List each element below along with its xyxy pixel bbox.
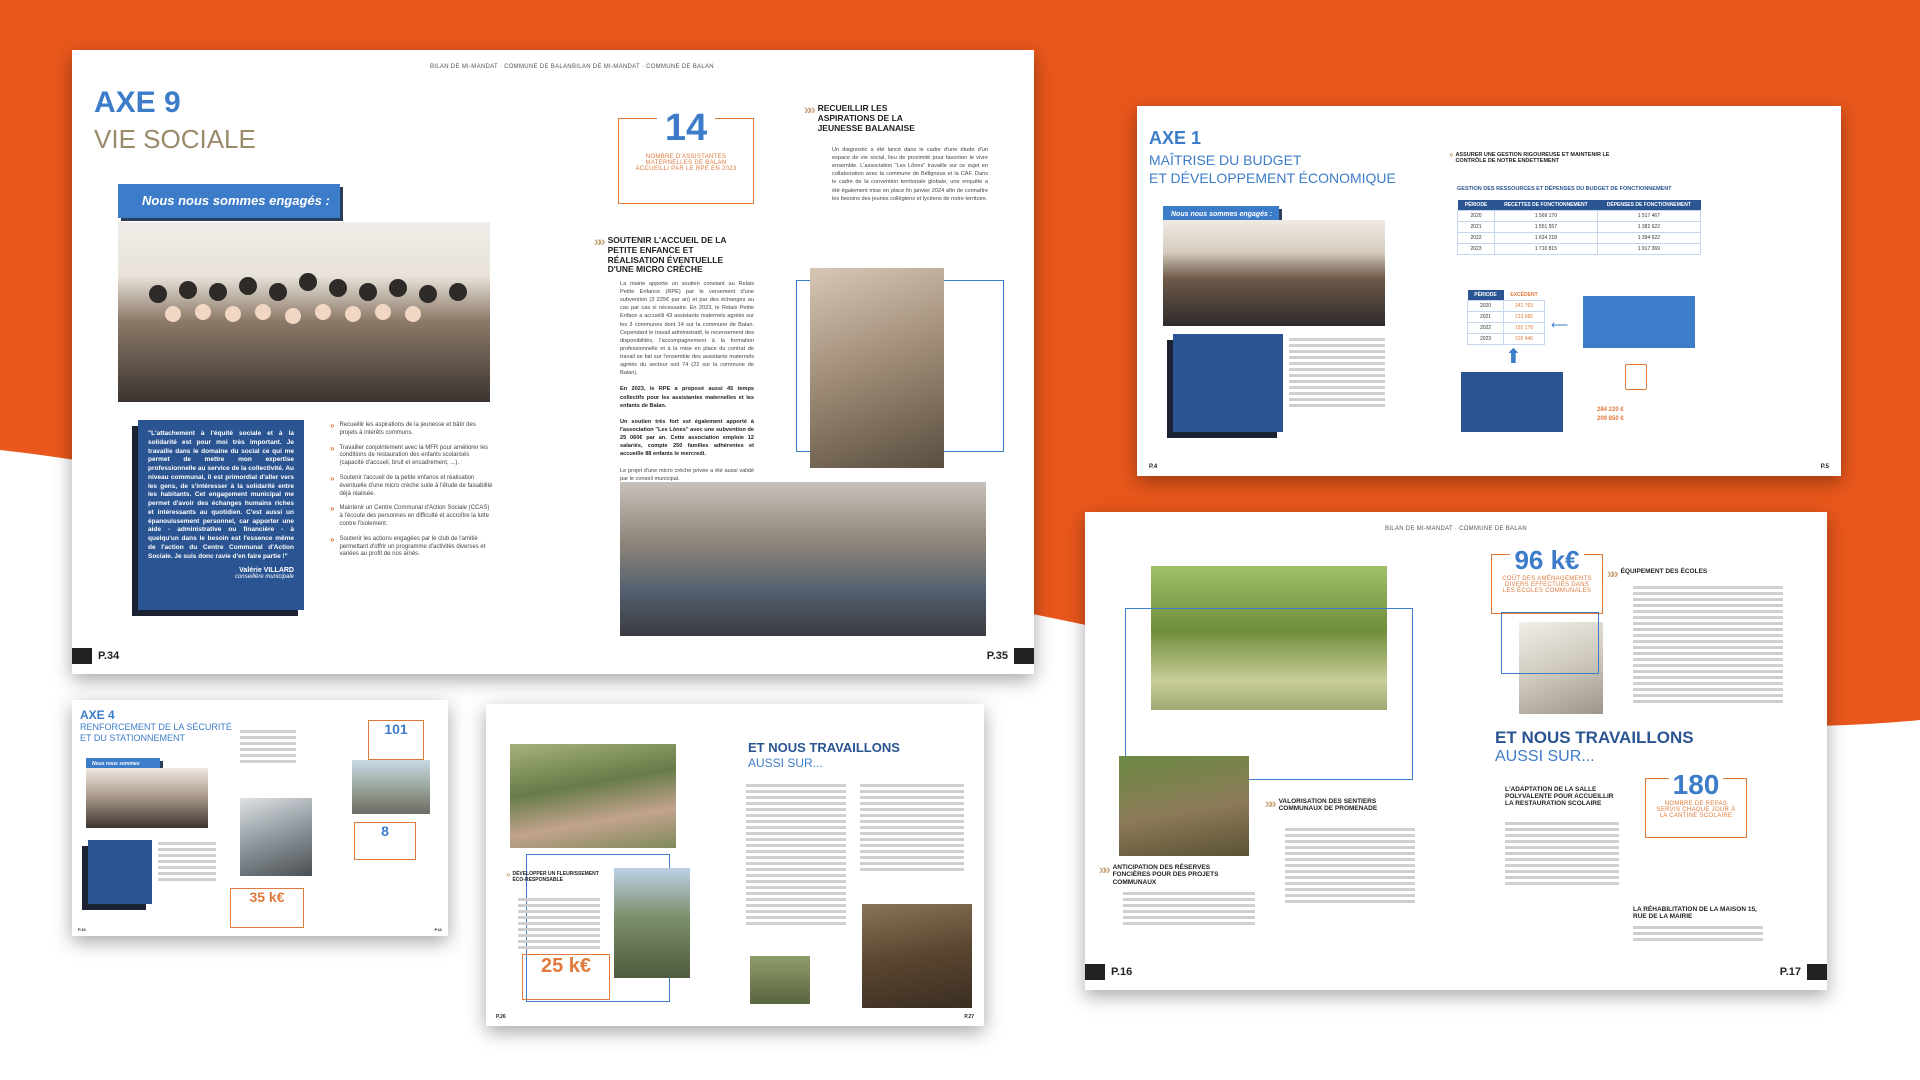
- axe-subtitle-line1: MAÎTRISE DU BUDGET: [1149, 152, 1302, 168]
- chevron-icon: »: [330, 504, 335, 514]
- child-painting-photo: [810, 268, 944, 468]
- page-number-left: P.4: [1149, 464, 1158, 470]
- section-title-line2: AUSSI SUR...: [1495, 748, 1595, 765]
- team-photo: [118, 222, 490, 402]
- page-number-right: P.17: [1780, 964, 1827, 980]
- stat-box-96k: 96 k€ COÛT DES AMÉNAGEMENTS DIVERS EFFECTUÉS DANS LES ÉCOLES COMMUNALES: [1491, 554, 1603, 614]
- table-title: GESTION DES RESSOURCES ET DÉPENSES DU BUDGET DE FONCTIONNEMENT: [1457, 186, 1672, 192]
- axe-subtitle-line2: ET DU STATIONNEMENT: [80, 733, 186, 743]
- bullets-placeholder: [1289, 338, 1385, 410]
- arrow-up-icon: ⬆: [1505, 346, 1522, 368]
- ecoles-placeholder: [1633, 586, 1783, 706]
- page-number-left: P.10: [78, 927, 86, 932]
- roundabout-photo: [614, 868, 690, 978]
- page-number-right: P.27: [964, 1014, 974, 1020]
- section-heading-sentiers: »» VALORISATION DES SENTIERS COMMUNAUX DE PROMENADE: [1265, 795, 1378, 813]
- chevron-icon: »: [330, 534, 335, 544]
- running-head-left: BILAN DE MI-MANDAT · COMMUNE DE BALAN: [430, 64, 572, 70]
- photo-frame: [1125, 608, 1413, 780]
- axe-subtitle-line2: ET DÉVELOPPEMENT ÉCONOMIQUE: [1149, 170, 1396, 186]
- quote-box: [138, 420, 304, 610]
- engagement-bullets: [330, 422, 494, 566]
- quote-box: [88, 840, 152, 904]
- spread-p16-17: [1085, 512, 1827, 990]
- photo-frame-right: [1501, 612, 1599, 674]
- engagement-banner: Nous nous sommes engagés :: [1163, 206, 1279, 224]
- stat-label: NOMBRE D'ASSISTANTES MATERNELLES DE BALAN ACCUEILLI PAR LE RPE EN 2023: [635, 154, 737, 172]
- document-icon: [1625, 364, 1647, 390]
- col2-placeholder: [860, 784, 964, 874]
- page-number-right: P.5: [1820, 464, 1829, 470]
- salle-placeholder: [1505, 822, 1619, 888]
- section-heading-petite-enfance: »» SOUTENIR L'ACCUEIL DE LA PETITE ENFANCE ET RÉALISATION ÉVENTUELLE D'UNE MICRO CRÈCHE: [594, 233, 727, 275]
- section-title-line2: AUSSI SUR...: [748, 756, 823, 770]
- quote-box: [1173, 334, 1283, 432]
- page-number-left: P.34: [72, 648, 119, 664]
- chevron-icon: »: [330, 473, 335, 483]
- section-heading-reserves: »» ANTICIPATION DES RÉSERVES FONCIÈRES POUR DES PROJETS COMMUNAUX: [1099, 861, 1219, 886]
- axe-title: AXE 1: [1149, 128, 1202, 148]
- text-placeholder: [240, 730, 296, 766]
- forest-photo: [862, 904, 972, 1008]
- stat-box-180: 180 NOMBRE DE REPAS SERVIS CHAQUE JOUR À LA CANTINE SCOLAIRE: [1645, 778, 1747, 838]
- arrows-icon: »»: [594, 233, 602, 249]
- quote-text: "L'attachement à l'équité sociale et à la solidarité est pour moi très important. Je travaille dans le domaine du social ce qui me permet de mettre mon expertise professionnelle au service de la collectivité. Au niveau communal, il est primordial d'aller vers les gens, de s'intéresser à la solidarité entre les habitants. Cet engagement municipal me permet d'avoir des échanges humains riches et intéressants au quotidien. C'est aussi un épanouissement personnel, car apporter une aide - administrative ou financière - à quelqu'un dans le besoin est l'essence même de l'action du Centre Communal d'Action Sociale. Je suis donc ravie d'en faire partie !": [148, 430, 294, 560]
- chevron-icon: »: [330, 421, 335, 430]
- bullets-placeholder: [158, 842, 216, 884]
- quote-author: Valérie VILLARD: [239, 567, 294, 575]
- arrows-icon: »»: [804, 101, 812, 117]
- table-row: 2021 1 551 557 1 382 622: [1458, 222, 1701, 233]
- spread-axe1: [1137, 106, 1841, 476]
- stat-box-25k: 25 k€: [522, 954, 610, 1000]
- section-title-line1: ET NOUS TRAVAILLONS: [1495, 728, 1694, 747]
- sentiers-placeholder: [1285, 828, 1415, 906]
- section-heading-maison: LA RÉHABILITATION DE LA MAISON 15, RUE DE LA MAIRIE: [1633, 906, 1757, 920]
- page-number-right: P.35: [987, 648, 1034, 664]
- bullet-item: » Recueillir les aspirations de la jeunesse et bâtir des projets à intérêts communs.: [330, 421, 476, 436]
- running-head: BILAN DE MI-MANDAT · COMMUNE DE BALAN: [1385, 526, 1527, 532]
- spread-axe4: [72, 700, 448, 936]
- reserves-placeholder: [1123, 892, 1255, 928]
- running-head-right: BILAN DE MI-MANDAT · COMMUNE DE BALAN: [572, 64, 714, 70]
- stat-box-1: 101: [368, 720, 424, 760]
- axe-title: AXE 4: [80, 708, 115, 722]
- trail-photo: [1119, 756, 1249, 856]
- path-photo: [750, 956, 810, 1004]
- bullet-item: » Travailler conjointement avec la MFR pour améliorer les conditions de restauration des enfants scolarisés (capacité d'accueil, bruit et encadrement, ...).: [330, 443, 488, 467]
- budget-table: PÉRIODE RECETTES DE FONCTIONNEMENT DÉPENSES DE FONCTIONNEMENT 2020 1 569 170 1 517 467 2021 1 551 557 1 382 622 2022 1 624 218 1 394 622 2023 1 710 815 1 917 369: [1457, 200, 1701, 255]
- page-number-left: P.16: [1085, 964, 1132, 980]
- section-heading-salle: L'ADAPTATION DE LA SALLE POLYVALENTE POUR ACCUEILLIR LA RESTAURATION SCOLAIRE: [1505, 786, 1614, 807]
- section-title-line1: ET NOUS TRAVAILLONS: [748, 740, 900, 755]
- bullet-item: » Soutenir les actions engagées par le club de l'amitié permettant d'offrir un programme d'activités diverses et variées au profit de nos aînés.: [330, 534, 486, 558]
- families-photo: [620, 482, 986, 636]
- quote-role: conseillère municipale: [234, 574, 294, 581]
- stat-number: 14: [657, 107, 715, 150]
- table-row: 2023 1 710 815 1 917 369: [1458, 244, 1701, 255]
- chevron-icon: »: [330, 443, 335, 453]
- info-box: [1461, 372, 1563, 432]
- camera-photo: [240, 798, 312, 876]
- stat-box-assistantes: [618, 107, 754, 204]
- arrow-left-icon: ⟵: [1551, 318, 1569, 332]
- team-photo: [86, 768, 208, 828]
- section-text-petite-enfance: La mairie apporte un soutien constant au Relais Petite Enfance (RPE) par le versement d'une subvention (3 225€ par an) et par des échanges au cas par cas si nécessaire. En 2023, le Relais Petite Enface a accueilli 43 assistants maternels agréés sur les 3 communes dont 14 sur la commune de Balan. Cependant le travail administratif, le recensement des disponibilités, l'accompagnement à la formation professionnelle et à la mise en place du contrat de travail se fait sur l'ensemble des assistants maternels agréés du secteur soit 74 (22 sur la commune de Balan). En 2023, le RPE a proposé aussi 45 temps collectifs pour les assistantes maternelles et les enfants de Balan. Un soutien très fort est également apporté à l'association "Les Lônes" avec une subvention de 25 060€ par an. Cette association emploie 12 salariés, compte 250 familles adhérentes et accueille 88 enfants le mercredi. Le projet d'une micro crèche privée a été aussi validé par le conseil municipal.: [620, 281, 754, 482]
- engagement-banner: Nous nous sommes: [86, 758, 160, 770]
- table-row: 2020 1 569 170 1 517 467: [1458, 211, 1701, 222]
- section-heading-fleurissement: » DÉVELOPPER UN FLEURISSEMENT ÉCO-RESPONSABLE: [506, 870, 599, 883]
- engagement-banner: Nous nous sommes engagés :: [118, 184, 340, 218]
- bullet-item: » Maintenir un Centre Communal d'Action Sociale (CCAS) à l'écoute des personnes en difficulté et accroître la lutte contre l'isolement.: [330, 504, 490, 527]
- maison-placeholder: [1633, 926, 1763, 944]
- spread-p26-27: [486, 704, 984, 1026]
- flower-bed-photo: [510, 744, 676, 848]
- section-text-jeunesse: Un diagnostic a été lancé dans le cadre d'une étude d'un espace de vie social, lieu de proximité pour favoriser le vivre ensemble. L'association "Les Lônes" travaille sur ce sujet en collaboration avec la commune de Béligneux et la CAF. Dans le cadre de la convention territoriale globale, une enquête a été également mise en place fin janvier 2024 afin de connaître les besoins des jeunes collégiens et lycéens de notre territoire.: [832, 147, 988, 202]
- street-photo: [352, 760, 430, 814]
- page-number-right: P.11: [434, 927, 442, 932]
- spread-axe9: [72, 50, 1034, 674]
- axe-subtitle: VIE SOCIALE: [94, 124, 256, 154]
- col1-placeholder: [746, 784, 846, 928]
- bullet-item: » Soutenir l'accueil de la petite enfance et réalisation éventuelle d'une micro crèche suite à l'étude de faisabilité déjà réalisée.: [330, 473, 493, 497]
- text-placeholder: [518, 898, 600, 952]
- note-box: [1583, 296, 1695, 348]
- stat-box-3: 35 k€: [230, 888, 304, 928]
- section-heading-jeunesse: »» RECUEILLIR LES ASPIRATIONS DE LA JEUNESSE BALANAISE: [804, 101, 915, 133]
- stat-box-2: 8: [354, 822, 416, 860]
- table-row: 2022 1 624 218 1 394 622: [1458, 233, 1701, 244]
- section-heading-gestion: » ASSURER UNE GESTION RIGOUREUSE ET MAINTENIR LE CONTRÔLE DE NOTRE ENDETTEMENT: [1449, 150, 1610, 165]
- excedent-table: PÉRIODE EXCÉDENT 2020 241 763 2021 213 685 2022 192 178 2023 316 446: [1467, 290, 1545, 345]
- axe-subtitle-line1: RENFORCEMENT DE LA SÉCURITÉ: [80, 722, 232, 732]
- axe-title: AXE 9: [94, 86, 181, 119]
- team-photo: [1163, 220, 1385, 326]
- page-number-left: P.26: [496, 1014, 506, 1020]
- section-heading-ecoles: »» ÉQUIPEMENT DES ÉCOLES: [1607, 565, 1708, 581]
- note-amounts: 284 220 € 209 850 €: [1597, 407, 1624, 422]
